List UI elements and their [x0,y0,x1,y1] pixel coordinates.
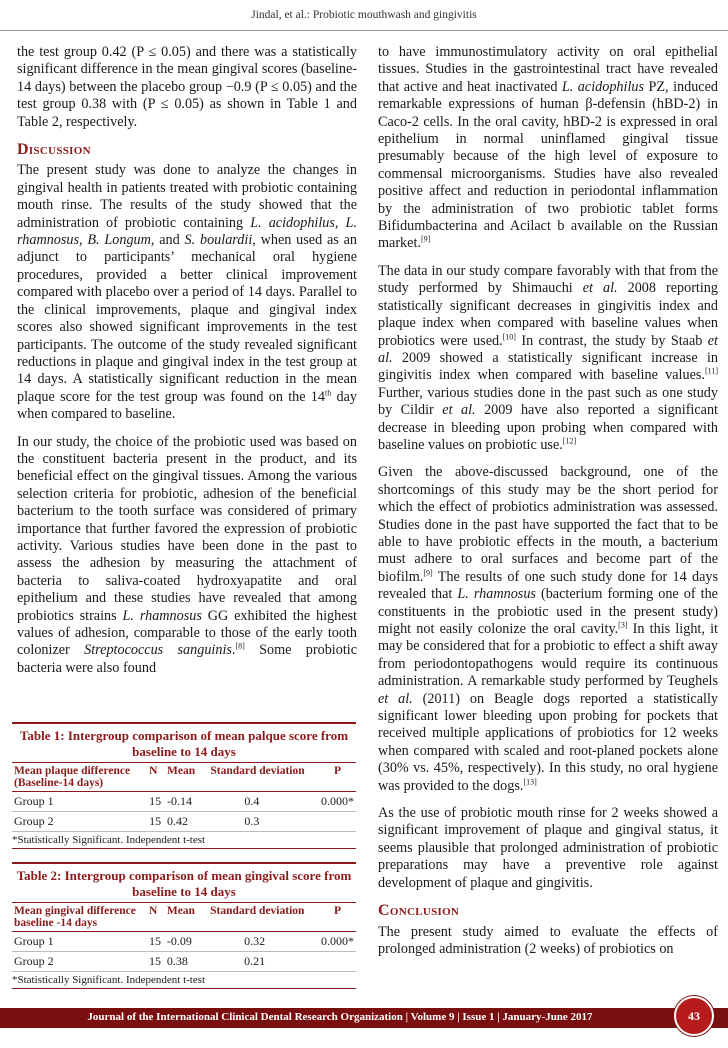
discussion-paragraph-6: As the use of probiotic mouth rinse for 2 weeks showed a significant improvement of plaque and gingival status, it seems plausible that prolonged administration of probiotic preparations may have a preventive role against development of plaque and gingivitis. [378,805,718,891]
page-number: 43 [674,996,714,1036]
table-row: Group 1 15 -0.14 0.4 0.000* [12,792,356,812]
footer-bar [0,1008,728,1028]
table-row: Group 2 15 0.42 0.3 [12,812,356,832]
conclusion-paragraph: The present study aimed to evaluate the effects of prolonged administration (2 weeks) of probiotics on [378,923,718,957]
table-1 [12,722,356,849]
table-1-header-row: Mean plaque difference (Baseline-14 days) N Mean Standard deviation P [12,763,356,792]
table-2-header-row: Mean gingival difference baseline -14 days N Mean Standard deviation P [12,903,356,932]
table-2 [12,862,356,989]
table-row: Group 1 15 -0.09 0.32 0.000* [12,932,356,952]
right-column [378,44,718,968]
discussion-paragraph-4: The data in our study compare favorably with that from the study performed by Shimauchi et al. 2008 reporting statistically significant decreases in gingivitis index and plaque index when compared with baseline values when probiotics were used.[10] In contrast, the study by Staab et al. 2009 showed a statistically significant increase in gingivitis index when compared with baseline values.[11] Further, various studies done in the past such as one study by Cildir et al. 2009 have also reported a significant decrease in bleeding upon probing when compared with baseline values on probiotic use.[12] [378,262,718,453]
discussion-heading: Discussion [17,141,91,159]
conclusion-heading: Conclusion [378,902,460,920]
table-2-footnote: *Statistically Significant. Independent t-test [12,972,356,989]
table-1-footnote: *Statistically Significant. Independent t-test [12,832,356,849]
journal-footer-text: Journal of the International Clinical Dental Research Organization | Volume 9 | Issue 1 | January-June 2017 [87,1011,593,1023]
left-column [17,44,357,687]
discussion-paragraph-3: to have immunostimulatory activity on oral epithelial tissues. Studies in the gastrointestinal tract have revealed that active and heat inactivated L. acidophilus PZ, induced remarkable expressions of human β-defensin (hBD-2) in Caco-2 cells. In the oral cavity, hBD-2 is expressed in oral epithelium in normal uninflamed gingival tissue presumably because of the high level of exposure to commensal microorganisms. Studies have also revealed positive affect and reduction in periodontal inflammation by the administration of two probiotic tablet forms Bifidumbacterina and Acilact b available on the Russian market.[9] [378,44,718,252]
discussion-paragraph-5: Given the above-discussed background, one of the shortcomings of this study may be the short period for which the effect of probiotics administration was assessed. Studies done in the past have supported the fact that to be able to have probiotic effects in the mouth, a bacterium must adhere to oral surfaces and become part of the biofilm.[9] The results of one such study done for 14 days revealed that L. rhamnosus (bacterium forming one of the constituents in the probiotic used in the present study) might not easily colonize the oral cavity.[3] In this light, it may be considered that for a probiotic to effect a shift away from periodontopathogens would require its continuous administration. A remarkable study performed by Teughels et al. (2011) on Beagle dogs reported a statistically significant lower bleeding upon probing for pockets that received multiple applications of probiotics for 12 weeks when compared with scaled and root-planed pockets alone (30% vs. 45%, respectively). In this study, no oral hygiene was provided to the dogs.[13] [378,464,718,794]
discussion-paragraph-2: In our study, the choice of the probiotic used was based on the constituent bacteria present in the product, and its beneficial effect on the gingival tissues. Among the various selection criteria for probiotic, adhesion of the beneficial bacterium to the tooth surface was considered of primary importance that further favored the expression of probiotic activity. Various studies have been done in the past to assess the adhesion by measuring the attachment of bacteria to saliva-coated hydroxyapatite and oral epithelium and these studies have revealed that among probiotics strains L. rhamnosus GG exhibited the highest values of adhesion, comparable to those of the early tooth colonizer Streptococcus sanguinis.[8] Some probiotic bacteria were also found [17,433,358,676]
results-paragraph-end: the test group 0.42 (P ≤ 0.05) and there was a statistically significant difference in the mean gingival scores (baseline-14 days) between the placebo group −0.9 (P ≤ 0.05) and the test group 0.38 with (P ≤ 0.05) as shown in Table 1 and Table 2, respectively. [17,44,357,130]
table-2-title: Table 2: Intergroup comparison of mean gingival score from baseline to 14 days [12,862,356,902]
running-head-text: Jindal, et al.: Probiotic mouthwash and gingivitis [251,9,477,21]
running-header [0,0,728,31]
discussion-paragraph-1: The present study was done to analyze the changes in gingival health in patients treated with probiotic containing mouth rinse. The results of the study showed that the administration of probiotic containing L. acidophilus, L. rhamnosus, B. Longum, and S. boulardii, when used as an adjunct to participants’ mechanical oral hygiene procedures, provided a better clinical improvement compared with placebo over a period of 14 days. Parallel to the clinical improvements, plaque and gingival index scores also showed significant improvements in the test participants. The outcome of the study revealed significant reductions in plaque and gingival index in the test group at 14 days. A statistically significant reduction in the mean plaque score for the test group was found on the 14th day when compared to baseline. [17,162,357,423]
table-1-title: Table 1: Intergroup comparison of mean palque score from baseline to 14 days [12,722,356,762]
table-row: Group 2 15 0.38 0.21 [12,952,356,972]
